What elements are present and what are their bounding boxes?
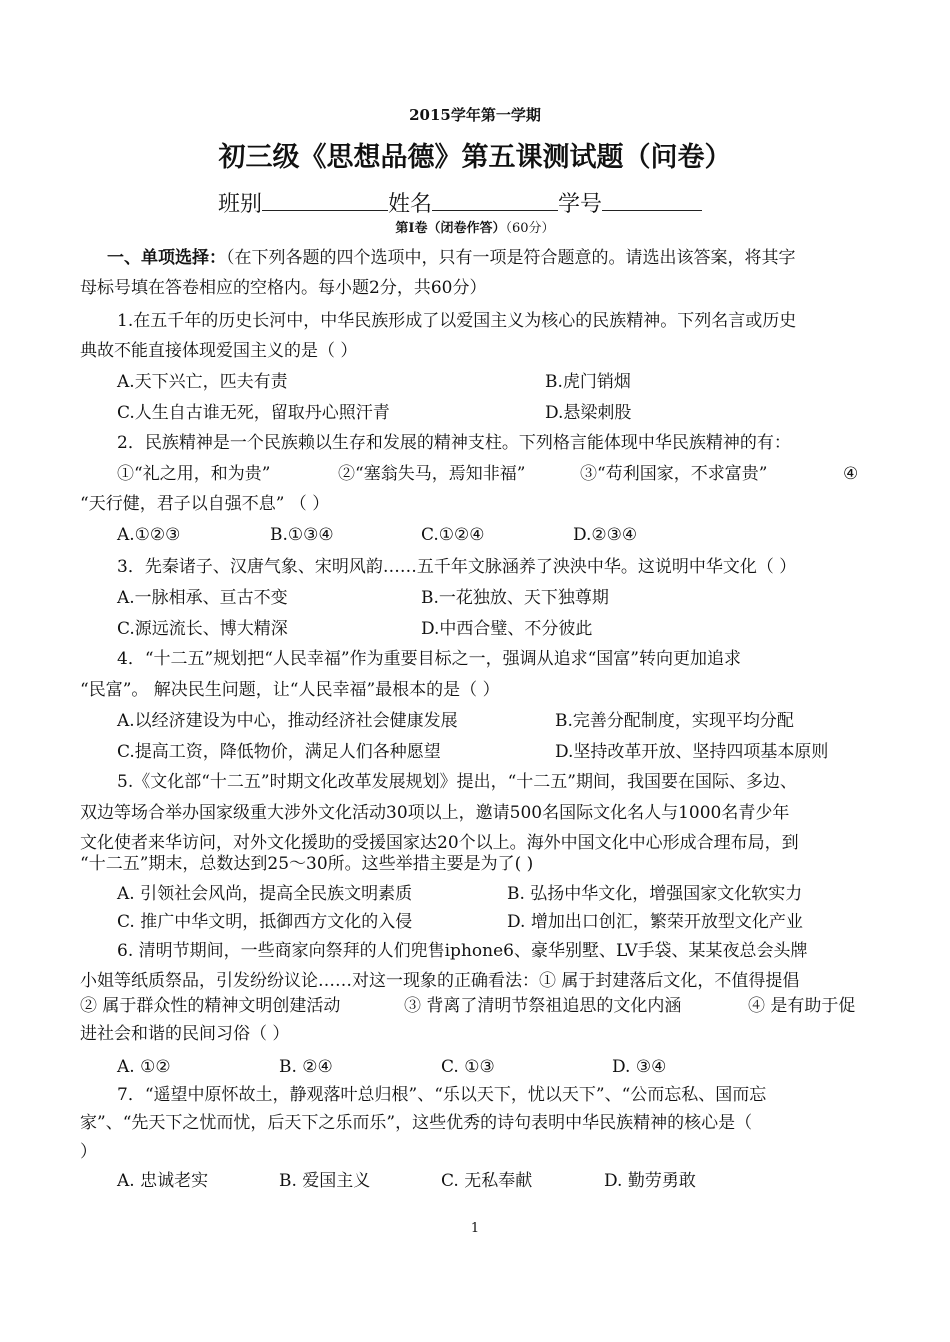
q2-item-1: ①“礼之用，和为贵” [117,464,271,484]
paper-heading [0,221,950,237]
id-label: 学号 [558,192,603,217]
q7-option-b[interactable]: B. 爱国主义 [279,1171,371,1191]
paper-title: 第Ⅰ卷（闭卷作答） [395,221,506,236]
q2-item-4-marker: ④ [843,464,859,484]
q2-stem-line1: 2．民族精神是一个民族赖以生存和发展的精神支柱。下列格言能体现中华民族精神的有： [117,433,791,453]
q3-option-d[interactable]: D.中西合璧、不分彼此 [421,619,593,639]
class-label: 班别 [218,192,263,217]
name-label: 姓名 [388,192,433,217]
q6-option-a[interactable]: A. ①② [117,1057,171,1077]
q5-stem-line1: 5.《文化部“十二五”时期文化改革发展规划》提出，“十二五”期间，我国要在国际、多边、 [117,772,797,792]
q2-option-a[interactable]: A.①②③ [117,525,181,545]
q1-option-c[interactable]: C.人生自古谁无死，留取丹心照汗青 [117,403,390,423]
page-title: 初三级《思想品德》第五课测试题（问卷） [218,142,732,173]
q3-stem-line1: 3．先秦诸子、汉唐气象、宋明风韵……五千年文脉涵养了泱泱中华。这说明中华文化（ ） [117,557,797,577]
q5-option-d[interactable]: D. 增加出口创汇，繁荣开放型文化产业 [507,912,803,932]
q6-stem-line2: 小姐等纸质祭品，引发纷纷议论……对这一现象的正确看法：① 属于封建落后文化，不值得提倡 [80,971,800,991]
student-info-fields [218,188,702,220]
q7-option-d[interactable]: D. 勤劳勇敢 [604,1171,696,1191]
q7-stem-line1: 7．“遥望中原怀故土，静观落叶总归根”、“乐以天下，忧以天下”、“公而忘私、国而忘 [117,1085,767,1105]
q2-option-b[interactable]: B.①③④ [270,525,334,545]
q4-option-b[interactable]: B.完善分配制度，实现平均分配 [555,711,794,731]
q6-item-2: ② 属于群众性的精神文明创建活动 [80,996,341,1016]
q1-option-a[interactable]: A.天下兴亡，匹夫有责 [117,372,288,392]
q3-option-c[interactable]: C.源远流长、博大精深 [117,619,288,639]
q5-option-b[interactable]: B. 弘扬中华文化，增强国家文化软实力 [507,884,803,904]
q6-option-d[interactable]: D. ③④ [612,1057,667,1077]
q1-option-b[interactable]: B.虎门销烟 [545,372,631,392]
q6-stem-line1: 6. 清明节期间，一些商家向祭拜的人们兜售iphone6、豪华别墅、LV手袋、某某夜总会头牌 [117,941,808,961]
q6-item-4: ④ 是有助于促 [748,996,856,1016]
name-blank[interactable] [432,188,558,211]
q6-item-3: ③ 背离了清明节祭祖追思的文化内涵 [404,996,682,1016]
q5-option-c[interactable]: C. 推广中华文明，抵御西方文化的入侵 [117,912,413,932]
q3-option-a[interactable]: A.一脉相承、亘古不变 [117,588,288,608]
q5-stem-line2: 双边等场合举办国家级重大涉外文化活动30项以上，邀请500名国际文化名人与1000名青少年 [80,803,790,823]
section-heading: 一、单项选择： [107,248,226,268]
q6-stem-line4: 进社会和谐的民间习俗（ ） [80,1024,290,1044]
q4-option-a[interactable]: A.以经济建设为中心，推动经济社会健康发展 [117,711,458,731]
class-blank[interactable] [262,188,388,211]
id-blank[interactable] [602,188,702,211]
q7-stem-line2: 家”、“先天下之忧而忧，后天下之乐而乐”，这些优秀的诗句表明中华民族精神的核心是（ [80,1113,753,1133]
q1-option-d[interactable]: D.悬梁刺股 [545,403,632,423]
q3-option-b[interactable]: B.一花独放、天下独尊期 [421,588,609,608]
q4-stem-line1: 4．“十二五”规划把“人民幸福”作为重要目标之一，强调从追求“国富”转向更加追求 [117,649,741,669]
q6-option-b[interactable]: B. ②④ [279,1057,333,1077]
q4-stem-line2: “民富”。 解决民生问题，让“人民幸福”最根本的是（ ） [80,680,500,700]
section-instructions [107,247,796,269]
q7-stem-line3: ） [80,1142,97,1162]
q2-option-c[interactable]: C.①②④ [421,525,485,545]
q5-stem-line3: 文化使者来华访问，对外文化援助的受援国家达20个以上。海外中国文化中心形成合理布局，到 [80,833,799,853]
q4-option-c[interactable]: C.提高工资，降低物价，满足人们各种愿望 [117,742,441,762]
q2-stem-line3: “天行健，君子以自强不息” （ ） [80,494,330,514]
semester-label: 2015学年第一学期 [409,106,541,124]
q2-item-2: ②“塞翁失马，焉知非福” [338,464,526,484]
paper-score: （60分） [505,221,555,236]
q7-option-c[interactable]: C. 无私奉献 [441,1171,533,1191]
q2-item-3: ③“苟利国家，不求富贵” [580,464,768,484]
q5-stem-line4: “十二五”期末，总数达到25～30所。这些举措主要是为了( ) [80,854,534,874]
q2-option-d[interactable]: D.②③④ [573,525,638,545]
q5-option-a[interactable]: A. 引领社会风尚，提高全民族文明素质 [117,884,413,904]
q7-option-a[interactable]: A. 忠诚老实 [117,1171,209,1191]
q4-option-d[interactable]: D.坚持改革开放、坚持四项基本原则 [555,742,829,762]
q1-stem-line1: 1.在五千年的历史长河中，中华民族形成了以爱国主义为核心的民族精神。下列名言或历史 [117,311,797,331]
q6-option-c[interactable]: C. ①③ [441,1057,495,1077]
section-instr-line1: （在下列各题的四个选项中，只有一项是符合题意的。请选出该答案，将其字 [226,248,796,268]
q1-stem-line2: 典故不能直接体现爱国主义的是（ ） [80,341,358,361]
page-number: 1 [470,1221,480,1236]
section-instr-line2: 母标号填在答卷相应的空格内。每小题2分，共60分） [80,278,487,298]
